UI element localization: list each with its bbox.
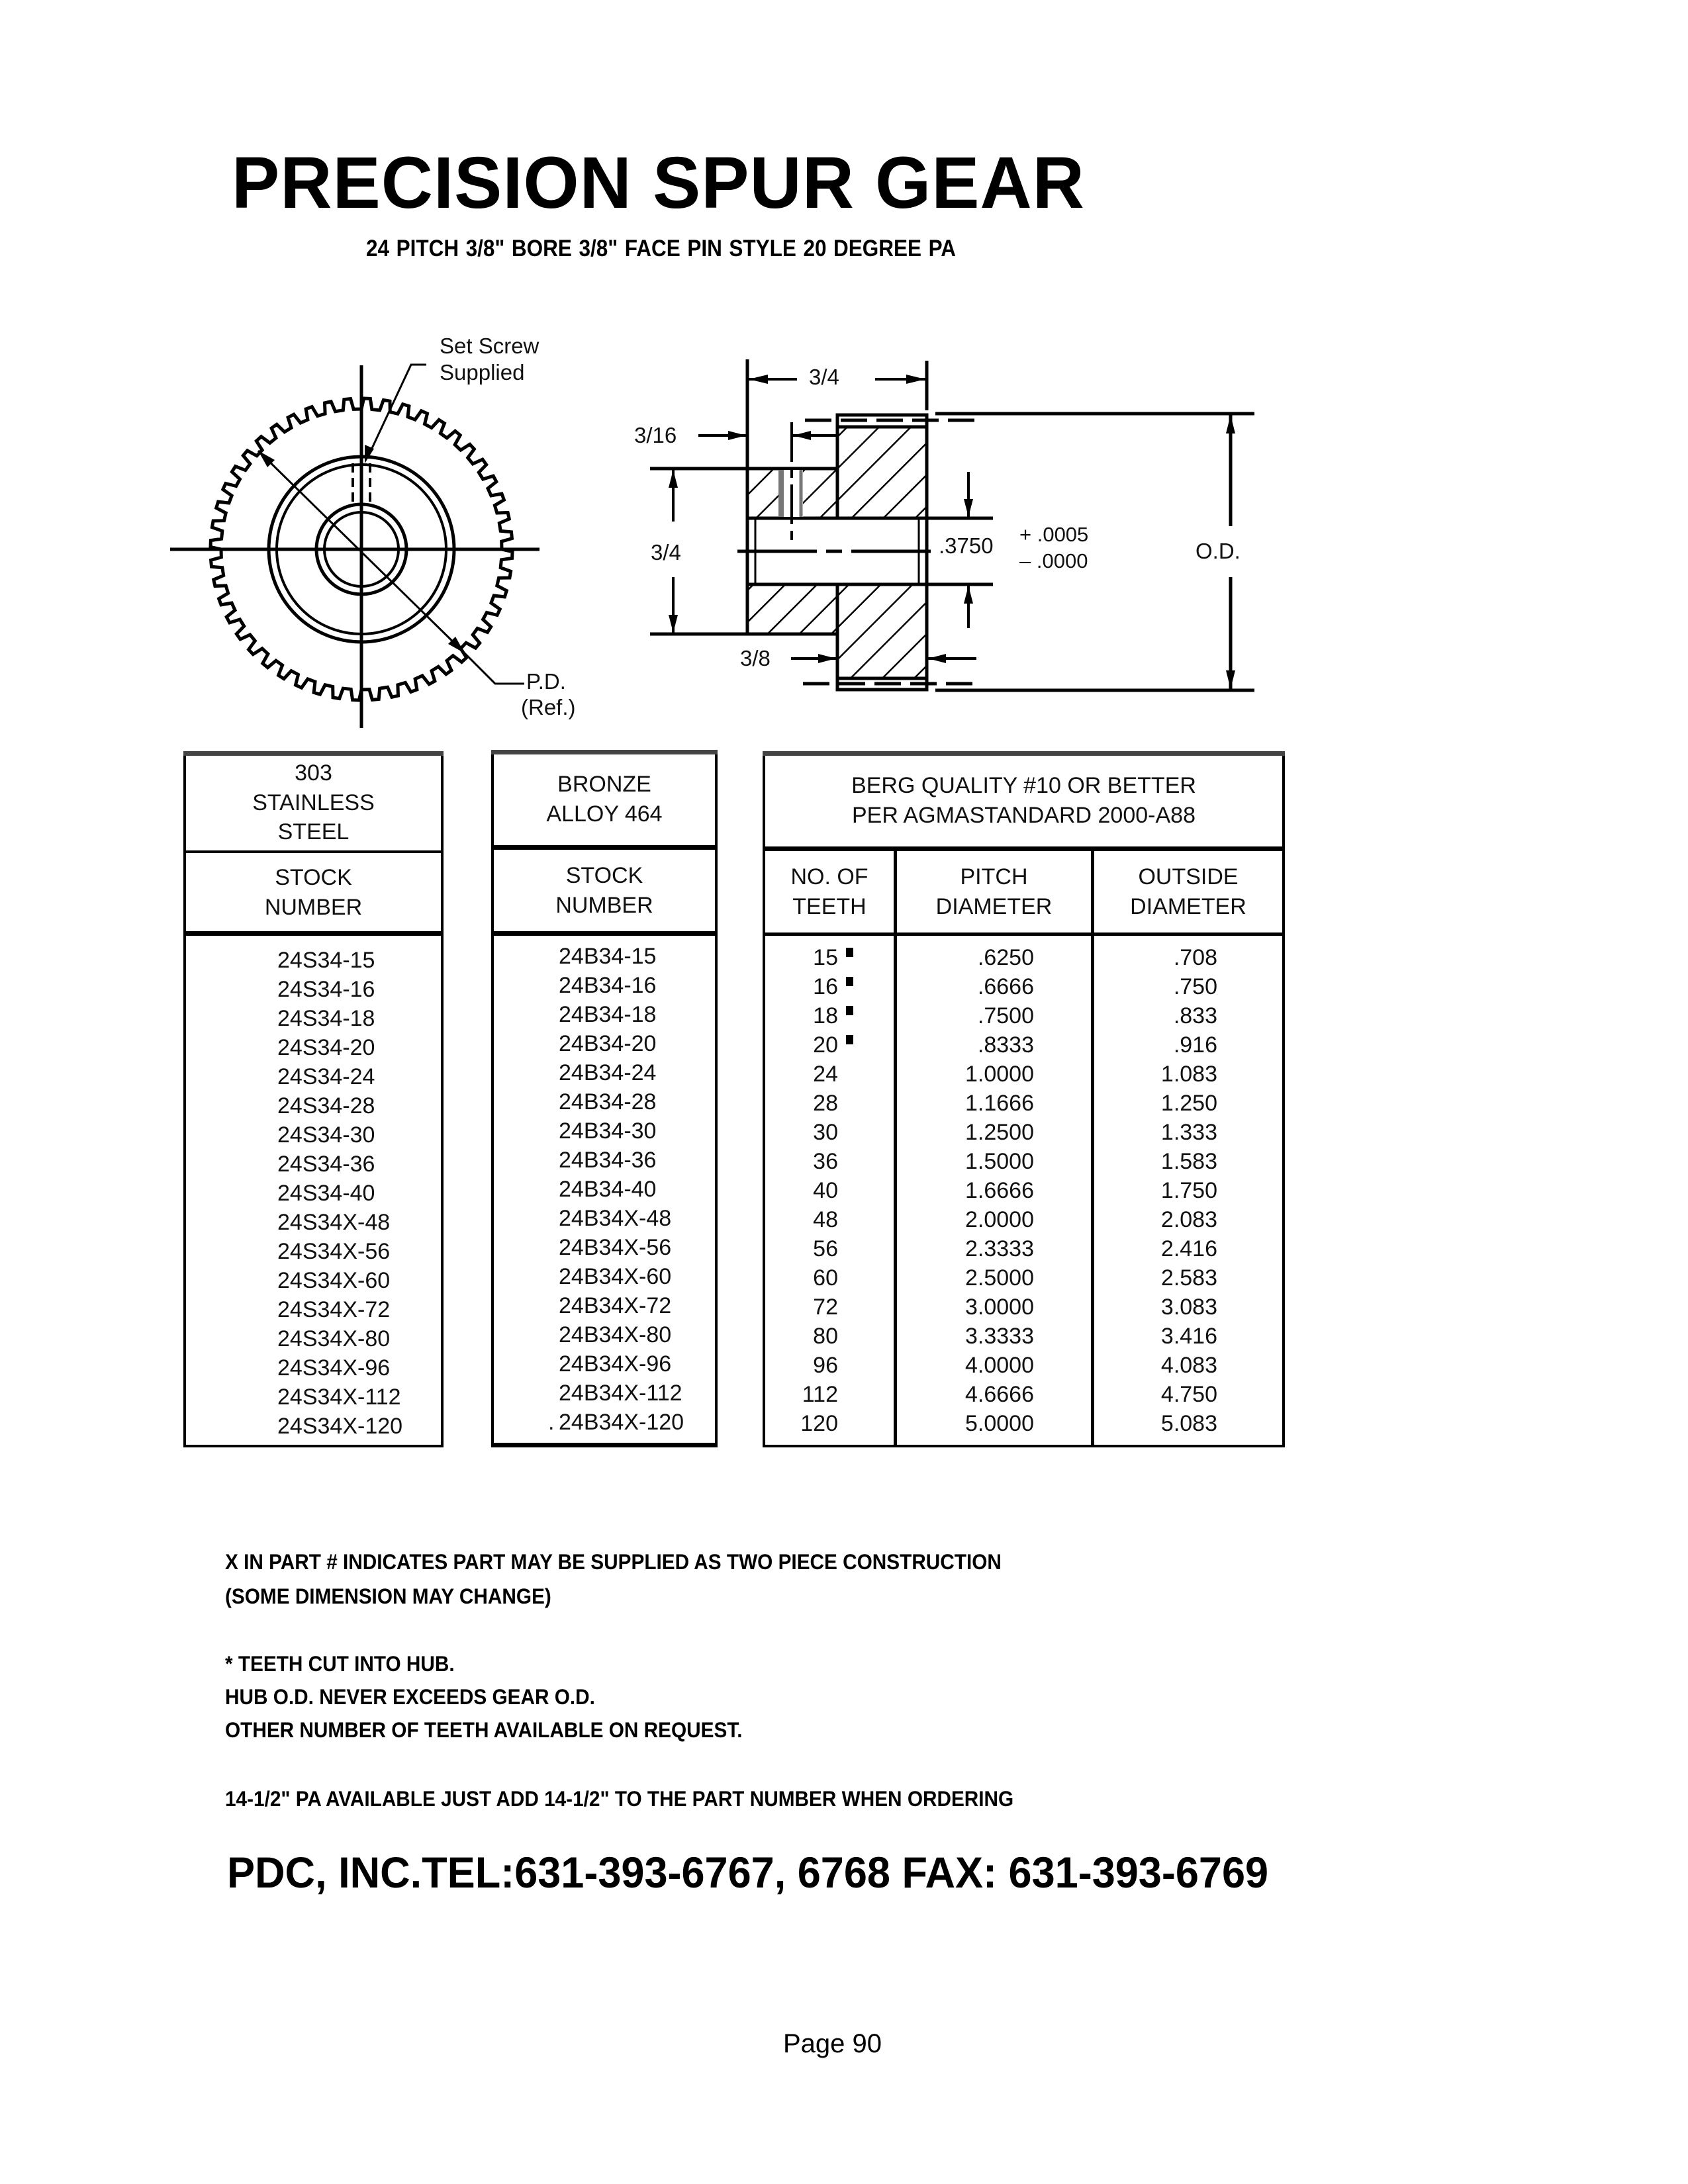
outside-diameter: 1.750 [1160,1178,1217,1203]
bronze-stock-number: 24B34X-80 [559,1322,672,1347]
note-other-teeth: OTHER NUMBER OF TEETH AVAILABLE ON REQUEST. [225,1718,743,1742]
arrow-length-right [906,375,925,384]
contact-info: PDC, INC.TEL:631-393-6767, 6768 FAX: 631-393-6769 [227,1848,1269,1897]
hub-teeth-marker-icon [846,1035,853,1044]
stainless-stock-number: 24S34-16 [277,977,375,1002]
pitch-diameter: 3.0000 [965,1295,1034,1320]
stainless-stock-number: 24S34X-48 [277,1210,391,1235]
pd-label-line2: (Ref.) [521,695,576,719]
note-hub-od: HUB O.D. NEVER EXCEEDS GEAR O.D. [225,1685,595,1709]
column-header-line: OUTSIDE [1138,864,1239,890]
dim-hub-diameter: 3/4 [651,540,681,565]
outside-diameter: 3.083 [1160,1295,1217,1320]
teeth-count: 20 [813,1032,838,1058]
specs-table [763,751,1285,1447]
dim-face-width: 3/8 [740,646,771,670]
header-divider [186,931,441,936]
material-line: STAINLESS [252,790,375,815]
gear-front-view [170,365,539,728]
bronze-material-header [494,752,715,846]
page-number: Page 90 [783,2029,882,2058]
pitch-diameter: 1.6666 [965,1178,1034,1203]
bronze-stock-header [494,850,715,932]
teeth-count: 96 [813,1353,838,1378]
dim-bore-tol-plus: + .0005 [1019,523,1089,546]
material-line: 303 [295,760,332,786]
teeth-count: 15 [813,945,838,970]
od-column-header [1094,851,1282,933]
arrow-face-left [818,654,836,663]
outside-diameter: 2.083 [1160,1207,1217,1232]
header-divider [765,846,1282,851]
stainless-stock-number: 24S34X-72 [277,1297,391,1322]
note-pressure-angle: 14-1/2" PA AVAILABLE JUST ADD 14-1/2" TO THE PART NUMBER WHEN ORDERING [225,1787,1014,1811]
outside-diameter: 5.083 [1160,1411,1217,1436]
column-header-line: NUMBER [555,893,653,918]
stainless-table [183,751,444,1447]
outside-diameter: 2.416 [1160,1236,1217,1261]
arrow-offset-right [793,431,811,440]
outside-diameter: 1.083 [1160,1062,1217,1087]
dim-bore: .3750 [939,533,994,558]
teeth-count: 36 [813,1149,838,1174]
teeth-count: 16 [813,974,838,999]
bronze-stock-number: 24B34X-72 [559,1293,672,1318]
arrow-od-top [1226,415,1235,433]
pd-label-line1: P.D. [526,669,566,694]
note-two-piece: X IN PART # INDICATES PART MAY BE SUPPLIED AS TWO PIECE CONSTRUCTION [225,1550,1002,1574]
arrow-hub-bottom [669,615,678,633]
stainless-stock-number: 24S34X-96 [277,1355,391,1381]
pitch-diameter: 4.0000 [965,1353,1034,1378]
bronze-stock-number: 24B34X-96 [559,1351,672,1377]
teeth-count: 120 [800,1411,838,1436]
arrow-face-right [928,654,946,663]
bronze-stock-number: 24B34-30 [559,1118,657,1144]
column-divider [1091,848,1094,1447]
set-screw-label-line2: Supplied [440,360,525,385]
bronze-stock-number: 24B34-36 [559,1148,657,1173]
page-subtitle: 24 PITCH 3/8" BORE 3/8" FACE PIN STYLE 20 DEGREE PA [366,236,957,261]
stainless-stock-number: 24S34X-60 [277,1268,391,1293]
stainless-material-header [186,754,441,852]
pitch-diameter: .8333 [977,1032,1034,1058]
pitch-diameter: .6250 [977,945,1034,970]
column-header-line: STOCK [275,865,352,891]
note-teeth-cut: * TEETH CUT INTO HUB. [225,1652,455,1676]
stainless-stock-number: 24S34X-80 [277,1326,391,1351]
pitch-diameter: 3.3333 [965,1324,1034,1349]
teeth-count: 60 [813,1265,838,1291]
bronze-table [491,750,718,1447]
outside-diameter: 1.333 [1160,1120,1217,1145]
note-dimension-change: (SOME DIMENSION MAY CHANGE) [225,1584,551,1608]
teeth-count: 48 [813,1207,838,1232]
material-line: BRONZE [557,772,651,797]
bronze-stock-number: 24B34X-120 [559,1410,684,1435]
dim-overall-length: 3/4 [809,365,839,389]
set-screw-label-line1: Set Screw [440,334,539,358]
gear-drawing [0,0,1688,728]
quality-header [765,754,1282,847]
pitch-column-header [897,851,1091,933]
arrow-bore-top [964,499,973,517]
arrow-offset-left [728,431,746,440]
bronze-stock-number: 24B34X-56 [559,1235,672,1260]
column-header-line: STOCK [565,863,643,889]
outside-diameter: 1.583 [1160,1149,1217,1174]
pitch-diameter: 5.0000 [965,1411,1034,1436]
outside-diameter: 4.083 [1160,1353,1217,1378]
stainless-stock-number: 24S34-18 [277,1006,375,1031]
bronze-stock-number: 24B34X-48 [559,1206,672,1231]
column-divider [894,848,897,1447]
stainless-stock-number: 24S34-20 [277,1035,375,1060]
teeth-count: 40 [813,1178,838,1203]
stainless-stock-header [186,853,441,933]
outside-diameter: .916 [1173,1032,1217,1058]
hub-teeth-marker-icon [846,977,853,986]
header-divider [494,931,715,936]
material-line: STEEL [277,819,350,845]
bronze-stock-number: 24B34-40 [559,1177,657,1202]
stray-mark: . [548,1410,555,1435]
bronze-stock-number: 24B34X-112 [559,1381,682,1406]
bronze-stock-number: 24B34-18 [559,1002,657,1027]
outside-diameter: 3.416 [1160,1324,1217,1349]
outside-diameter: 4.750 [1160,1382,1217,1407]
teeth-count: 72 [813,1295,838,1320]
bronze-stock-number: 24B34-15 [559,944,657,969]
pitch-diameter: 1.5000 [965,1149,1034,1174]
stainless-stock-number: 24S34X-112 [277,1385,401,1410]
gear-side-view [650,359,1254,690]
stainless-stock-number: 24S34-24 [277,1064,375,1089]
pitch-diameter: 1.1666 [965,1091,1034,1116]
bronze-stock-number: 24B34X-60 [559,1264,672,1289]
stainless-stock-number: 24S34-30 [277,1122,375,1148]
teeth-count: 112 [802,1382,838,1407]
teeth-count: 80 [813,1324,838,1349]
column-header-line: NO. OF [790,864,868,890]
bronze-stock-number: 24B34-24 [559,1060,657,1085]
pitch-diameter: 2.0000 [965,1207,1034,1232]
stainless-stock-number: 24S34-15 [277,948,375,973]
dim-bore-tol-minus: – .0000 [1019,549,1088,572]
stainless-stock-number: 24S34-36 [277,1152,375,1177]
column-header-line: TEETH [792,894,867,919]
material-line: ALLOY 464 [546,801,663,827]
dim-hub-offset: 3/16 [634,423,677,447]
outside-diameter: .833 [1173,1003,1217,1028]
pitch-diameter: 1.0000 [965,1062,1034,1087]
pd-leader [465,653,524,684]
outside-diameter: .750 [1173,974,1217,999]
arrow-od-bottom [1226,670,1235,689]
bronze-stock-number: 24B34-20 [559,1031,657,1056]
hub-teeth-marker-icon [846,1006,853,1015]
bronze-stock-number: 24B34-28 [559,1089,657,1115]
teeth-count: 28 [813,1091,838,1116]
quality-line: PER AGMASTANDARD 2000-A88 [851,802,1196,828]
dim-od-label: O.D. [1196,539,1241,563]
stainless-stock-number: 24S34X-56 [277,1239,391,1264]
stainless-stock-number: 24S34X-120 [277,1414,403,1439]
teeth-count: 18 [813,1003,838,1028]
column-header-line: PITCH [960,864,1028,890]
pitch-diameter: 1.2500 [965,1120,1034,1145]
pitch-diameter: .6666 [977,974,1034,999]
outside-diameter: .708 [1173,945,1217,970]
page-title: PRECISION SPUR GEAR [232,142,1086,224]
quality-line: BERG QUALITY #10 OR BETTER [851,772,1196,798]
bronze-stock-number: 24B34-16 [559,973,657,998]
header-divider [765,933,1282,936]
teeth-count: 30 [813,1120,838,1145]
teeth-count: 24 [813,1062,838,1087]
outside-diameter: 1.250 [1160,1091,1217,1116]
pitch-diameter: 2.5000 [965,1265,1034,1291]
teeth-count: 56 [813,1236,838,1261]
outside-diameter: 2.583 [1160,1265,1217,1291]
teeth-column-header [765,851,894,933]
stainless-stock-number: 24S34-40 [277,1181,375,1206]
column-header-line: NUMBER [264,895,363,920]
pitch-diameter: 2.3333 [965,1236,1034,1261]
header-divider [494,845,715,850]
column-header-line: DIAMETER [1130,894,1246,919]
pitch-diameter: 4.6666 [965,1382,1034,1407]
stainless-stock-number: 24S34-28 [277,1093,375,1118]
arrow-length-left [749,375,768,384]
arrow-hub-top [669,470,678,488]
arrow-bore-bottom [964,586,973,604]
pitch-diameter: .7500 [977,1003,1034,1028]
column-header-line: DIAMETER [935,894,1053,919]
hub-teeth-marker-icon [846,948,853,957]
